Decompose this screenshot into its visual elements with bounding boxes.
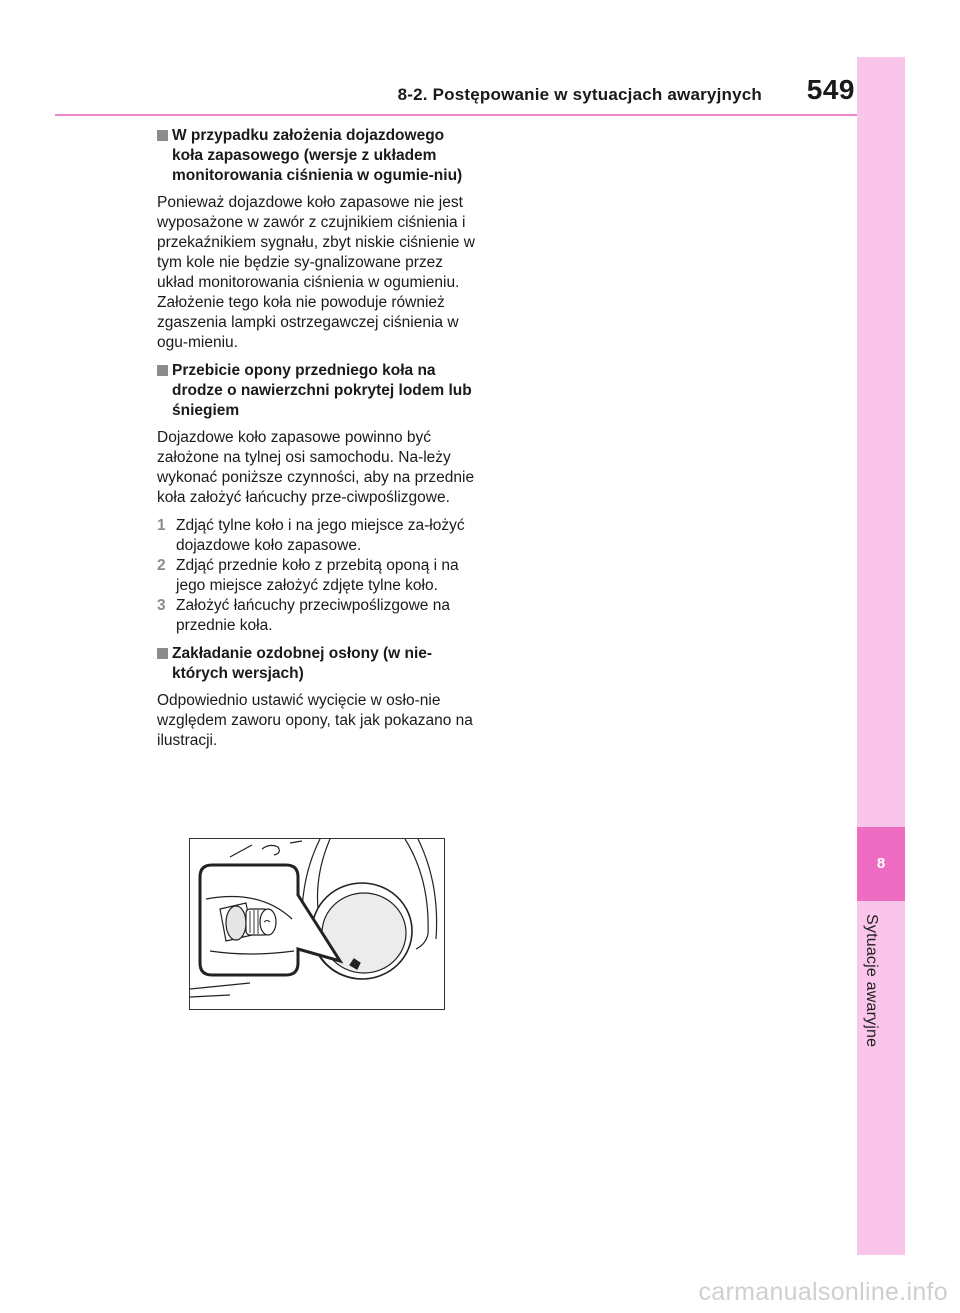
step-number: 1 <box>157 517 166 534</box>
step-number: 2 <box>157 557 166 574</box>
chapter-number: 8 <box>876 855 886 872</box>
step-text: Zdjąć tylne koło i na jego miejsce za-łożyć dojazdowe koło zapasowe. <box>176 517 465 554</box>
watermark: carmanualsonline.info <box>698 1278 948 1306</box>
step-number: 3 <box>157 597 166 614</box>
section-heading <box>157 361 479 421</box>
step-text: Założyć łańcuchy przeciwpoślizgowe na przednie koła. <box>176 597 450 634</box>
page-number: 549 <box>806 74 855 105</box>
step-text: Zdjąć przednie koło z przebitą oponą i na jego miejsce założyć zdjęte tylne koło. <box>176 557 459 594</box>
square-bullet-icon <box>157 365 168 376</box>
section-heading <box>157 644 479 684</box>
page-header <box>0 60 857 116</box>
step-list <box>157 516 479 636</box>
chapter-label: Sytuacje awaryjne <box>863 914 880 1048</box>
step-item <box>157 556 479 596</box>
square-bullet-icon <box>157 648 168 659</box>
main-content <box>157 126 479 759</box>
step-item <box>157 596 479 636</box>
paragraph: Ponieważ dojazdowe koło zapasowe nie jest wyposażone w zawór z czujnikiem ciśnienia i przekaźnikiem sygnału, zbyt niskie ciśnienie w tym kole nie będzie sy-gnalizowane przez układ monitorowania ciśnienia w ogumieniu. Założenie tego koła nie powoduje również zgaszenia lampki ostrzegawczej ciśnienia w ogu-mieniu. <box>157 194 475 351</box>
header-divider <box>55 114 857 116</box>
chapter-tab-strip <box>857 57 905 1255</box>
section-title: 8-2. Postępowanie w sytuacjach awaryjnych <box>397 85 762 104</box>
heading-text: Przebicie opony przedniego koła na drodze o nawierzchni pokrytej lodem lub śniegiem <box>172 362 472 419</box>
valve-diagram-svg <box>190 839 444 1009</box>
square-bullet-icon <box>157 130 168 141</box>
heading-text: Zakładanie ozdobnej osłony (w nie-których wersjach) <box>172 645 433 682</box>
step-item <box>157 516 479 556</box>
paragraph: Odpowiednio ustawić wycięcie w osło-nie względem zaworu opony, tak jak pokazano na ilustracji. <box>157 692 473 749</box>
paragraph: Dojazdowe koło zapasowe powinno być założone na tylnej osi samochodu. Na-leży wykonać poniższe czynności, aby na przednie koła założyć łańcuchy prze-ciwpoślizgowe. <box>157 429 475 506</box>
wheel-cover-valve-illustration <box>189 838 445 1010</box>
heading-text: W przypadku założenia dojazdowego koła zapasowego (wersje z układem monitorowania ciśnienia w ogumie-niu) <box>172 127 463 184</box>
chapter-tab-active[interactable] <box>857 827 905 901</box>
section-heading <box>157 126 479 186</box>
